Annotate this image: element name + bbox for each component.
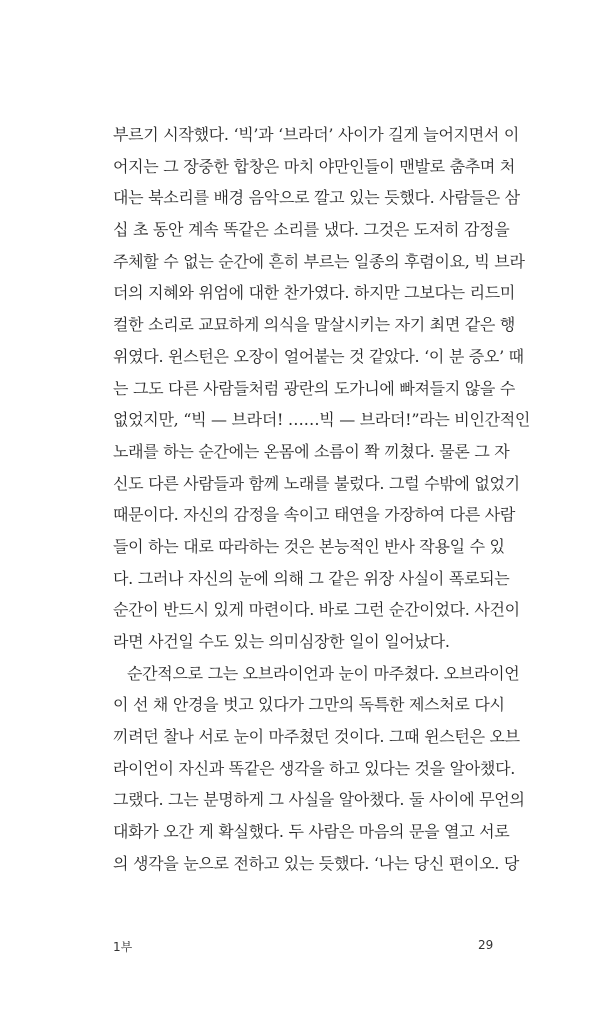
text-line: 컬한 소리로 교묘하게 의식을 말살시키는 자기 최면 같은 행: [113, 315, 516, 335]
text-line: 끼려던 찰나 서로 눈이 마주쳤던 것이다. 그때 윈스턴은 오브: [113, 727, 520, 747]
text-line: 의 생각을 눈으로 전하고 있는 듯했다. ‘나는 당신 편이오. 당: [113, 853, 520, 873]
text-line: 주체할 수 없는 순간에 흔히 부르는 일종의 후렴이요, 빅 브라: [113, 251, 525, 271]
text-line: 라면 사건일 수도 있는 의미심장한 일이 일어났다.: [113, 632, 450, 651]
text-line: 위였다. 윈스턴은 오장이 얼어붙는 것 같았다. ‘이 분 증오’ 때: [113, 346, 524, 366]
running-footer-section: 1부: [113, 940, 133, 954]
text-line: 이 선 채 안경을 벗고 있다가 그만의 독특한 제스처로 다시: [113, 695, 505, 715]
text-line: 대화가 오간 게 확실했다. 두 사람은 마음의 문을 열고 서로: [113, 822, 510, 842]
text-line: 신도 다른 사람들과 함께 노래를 불렀다. 그럴 수밖에 없었기: [113, 473, 520, 493]
text-line: 라이언이 자신과 똑같은 생각을 하고 있다는 것을 알아챘다.: [113, 758, 516, 778]
text-line: 대는 북소리를 배경 음악으로 깔고 있는 듯했다. 사람들은 삼: [113, 188, 520, 208]
text-line: 십 초 동안 계속 똑같은 소리를 냈다. 그것은 도저히 감정을: [113, 220, 510, 240]
text-line: 들이 하는 대로 따라하는 것은 본능적인 반사 작용일 수 있: [113, 536, 505, 556]
text-line: 노래를 하는 순간에는 온몸에 소름이 쫙 끼쳤다. 물론 그 자: [113, 441, 510, 461]
page-number: 29: [478, 938, 494, 952]
body-text: [113, 119, 531, 880]
text-line: 더의 지혜와 위엄에 대한 찬가였다. 하지만 그보다는 리드미: [113, 283, 516, 303]
text-line: 때문이다. 자신의 감정을 속이고 태연을 가장하여 다른 사람: [113, 505, 516, 525]
text-line: 다. 그러나 자신의 눈에 의해 그 같은 위장 사실이 폭로되는: [113, 568, 510, 588]
text-line: 없었지만, “빅 — 브라더! ……빅 — 브라더!”라는 비인간적인: [113, 410, 531, 430]
text-line: 그랬다. 그는 분명하게 그 사실을 알아챘다. 둘 사이에 무언의: [113, 790, 525, 810]
text-line: 는 그도 다른 사람들처럼 광란의 도가니에 빠져들지 않을 수: [113, 378, 516, 398]
text-line: 어지는 그 장중한 합창은 마치 야만인들이 맨발로 춤추며 처: [113, 156, 516, 176]
text-line: 부르기 시작했다. ‘빅’과 ‘브라더’ 사이가 길게 늘어지면서 이: [113, 125, 520, 144]
text-line: 순간적으로 그는 오브라이언과 눈이 마주쳤다. 오브라이언: [127, 663, 520, 683]
text-line: 순간이 반드시 있게 마련이다. 바로 그런 순간이었다. 사건이: [113, 600, 520, 620]
